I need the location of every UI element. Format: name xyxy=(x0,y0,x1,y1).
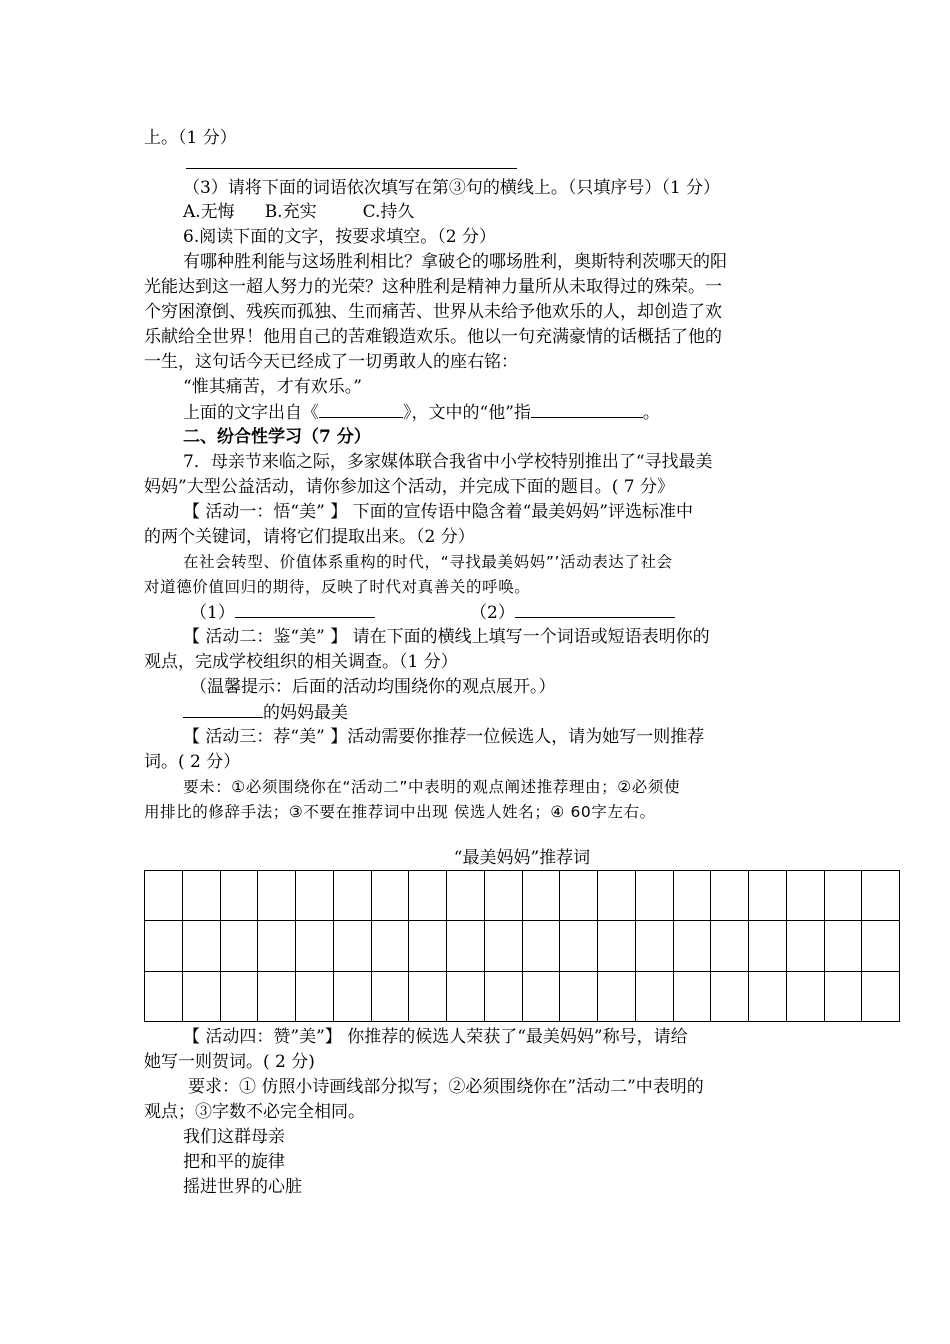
keyword-blank-2 xyxy=(470,600,675,625)
grid-cell xyxy=(560,871,598,921)
answer-underline xyxy=(186,168,517,169)
option-c: C.持久 xyxy=(362,202,415,222)
grid-cell xyxy=(635,871,673,921)
grid-cell xyxy=(447,921,485,971)
grid-cell xyxy=(296,871,334,921)
grid-cell xyxy=(711,971,749,1021)
source-he-label: 》，文中的“他”指 xyxy=(403,403,531,423)
poem-line: 摇进世界的心脏 xyxy=(183,1177,302,1197)
best-mom-label: 的妈妈最美 xyxy=(263,703,348,723)
tip-line: （温馨提示：后面的活动均围绕你的观点展开。） xyxy=(190,677,556,697)
activity-2-cont: 观点，完成学校组织的相关调查。（1 分） xyxy=(144,652,458,672)
grid-cell xyxy=(862,871,900,921)
writing-grid xyxy=(144,870,900,1022)
requirement-line: 用排比的修辞手法；③不要在推荐词中出现 侯选人姓名；④ 60字左右。 xyxy=(144,803,656,821)
grid-cell xyxy=(447,871,485,921)
options-row xyxy=(183,200,414,224)
question-3: （3）请将下面的词语依次填写在第③句的横线上。（只填序号）（1 分） xyxy=(183,178,721,198)
grid-cell xyxy=(673,971,711,1021)
grid-cell xyxy=(749,871,787,921)
grid-cell xyxy=(484,871,522,921)
grid-cell xyxy=(635,971,673,1021)
passage-line: 光能达到这一超人努力的光荣？这种胜利是精神力量所从未取得过的殊荣。一 xyxy=(144,277,722,297)
blank-2-line xyxy=(515,600,675,618)
grid-cell xyxy=(258,971,296,1021)
grid-cell xyxy=(145,921,183,971)
activity-4-cont: 她写一则贺词。( 2 分) xyxy=(144,1052,315,1072)
grid-cell xyxy=(786,871,824,921)
option-a: A.无悔 xyxy=(183,202,235,222)
source-end: 。 xyxy=(642,403,660,423)
grid-cell xyxy=(598,971,636,1021)
activity-1-cont: 的两个关键词，请将它们提取出来。（2 分） xyxy=(144,527,475,547)
grid-cell xyxy=(371,921,409,971)
blank-1-label: （1） xyxy=(190,603,235,623)
source-label: 上面的文字出自《 xyxy=(183,403,319,423)
grid-cell xyxy=(711,921,749,971)
activity-4: 【 活动四：赞”美”】 你推荐的候选人荣获了“最美妈妈”称号，请给 xyxy=(183,1027,688,1047)
question-6: 6.阅读下面的文字，按要求填空。（2 分） xyxy=(183,227,496,247)
grid-row xyxy=(145,971,900,1021)
grid-cell xyxy=(220,971,258,1021)
grid-cell xyxy=(749,921,787,971)
passage-line: 一生，这句话今天已经成了一切勇敢人的座右铭： xyxy=(144,352,518,372)
grid-cell xyxy=(182,921,220,971)
grid-cell xyxy=(409,871,447,921)
passage-line: 个穷困潦倒、残疾而孤独、生而痛苦、世界从未给予他欢乐的人，却创造了欢 xyxy=(144,302,722,322)
grid-cell xyxy=(786,971,824,1021)
grid-caption: “最美妈妈”推荐词 xyxy=(453,848,591,868)
grid-cell xyxy=(258,921,296,971)
section-heading: 二、纷合性学习（7 分） xyxy=(183,427,371,447)
option-b: B.充实 xyxy=(264,202,317,222)
grid-cell xyxy=(635,921,673,971)
grid-cell xyxy=(145,971,183,1021)
slogan-line: 对道德价值回归的期待，反映了时代对真善关的呼唤。 xyxy=(144,578,531,596)
grid-cell xyxy=(711,871,749,921)
grid-cell xyxy=(333,971,371,1021)
source-question xyxy=(183,400,660,425)
grid-cell xyxy=(824,921,862,971)
grid-cell xyxy=(862,971,900,1021)
best-mom-line xyxy=(183,700,348,725)
grid-cell xyxy=(673,871,711,921)
grid-cell xyxy=(447,971,485,1021)
grid-cell xyxy=(484,921,522,971)
grid-cell xyxy=(220,871,258,921)
grid-cell xyxy=(786,921,824,971)
slogan-line: 在社会转型、价值体系重构的时代，“寻找最美妈妈”’活动表达了社会 xyxy=(183,553,673,571)
grid-cell xyxy=(333,921,371,971)
grid-cell xyxy=(371,971,409,1021)
grid-cell xyxy=(598,921,636,971)
grid-cell xyxy=(673,921,711,971)
blank-2-label: （2） xyxy=(470,603,515,623)
grid-cell xyxy=(522,921,560,971)
grid-cell xyxy=(296,921,334,971)
grid-cell xyxy=(182,971,220,1021)
activity-2: 【 活动二：鉴“美” 】 请在下面的横线上填写一个词语或短语表明你的 xyxy=(183,627,710,647)
grid-cell xyxy=(371,871,409,921)
grid-cell xyxy=(296,971,334,1021)
grid-cell xyxy=(258,871,296,921)
grid-cell xyxy=(824,971,862,1021)
passage-line: 乐献给全世界！他用自己的苦难锻造欢乐。他以一句充满豪情的话概括了他的 xyxy=(144,327,722,347)
question-7: 7．母亲节来临之际，多家媒体联合我省中小学校特别推出了“寻找最美 xyxy=(183,452,713,472)
grid-cell xyxy=(484,971,522,1021)
activity-3: 【 活动三：荐“美” 】活动需要你推荐一位候选人，请为她写一则推荐 xyxy=(183,727,705,747)
grid-cell xyxy=(409,921,447,971)
text-line: 上。（1 分） xyxy=(144,128,237,148)
grid-cell xyxy=(145,871,183,921)
grid-cell xyxy=(560,921,598,971)
requirement-line: 观点；③字数不必完全相同。 xyxy=(144,1102,365,1122)
grid-row xyxy=(145,871,900,921)
keyword-blank-1 xyxy=(190,600,375,625)
grid-cell xyxy=(333,871,371,921)
quote-line: “惟其痛苦，才有欢乐。” xyxy=(183,377,362,397)
grid-cell xyxy=(522,871,560,921)
requirement-line: 要求：① 仿照小诗画线部分拟写；②必须围绕你在”活动二”中表明的 xyxy=(188,1077,704,1097)
activity-1: 【 活动一：悟“美” 】 下面的宣传语中隐含着“最美妈妈”评选标准中 xyxy=(183,502,693,522)
grid-cell xyxy=(598,871,636,921)
poem-line: 把和平的旋律 xyxy=(183,1152,285,1172)
requirement-line: 要未：①必须围绕你在“活动二”中表明的观点阐述推荐理由；②必须使 xyxy=(183,778,681,796)
poem-line: 我们这群母亲 xyxy=(183,1127,285,1147)
activity-3-cont: 词。( 2 分） xyxy=(144,752,241,772)
grid-cell xyxy=(862,921,900,971)
grid-cell xyxy=(749,971,787,1021)
grid-cell xyxy=(522,971,560,1021)
passage-line: 有哪种胜利能与这场胜利相比？拿破仑的哪场胜利，奥斯特利茨哪天的阳 xyxy=(183,252,727,272)
book-title-blank xyxy=(319,400,403,418)
grid-cell xyxy=(560,971,598,1021)
question-7-cont: 妈妈”大型公益活动，请你参加这个活动，并完成下面的题目。( 7 分》 xyxy=(144,477,674,497)
opinion-blank xyxy=(183,700,263,718)
grid-cell xyxy=(409,971,447,1021)
grid-row xyxy=(145,921,900,971)
grid-cell xyxy=(220,921,258,971)
grid-cell xyxy=(824,871,862,921)
grid-cell xyxy=(182,871,220,921)
person-blank xyxy=(531,400,643,418)
blank-1-line xyxy=(235,600,375,618)
